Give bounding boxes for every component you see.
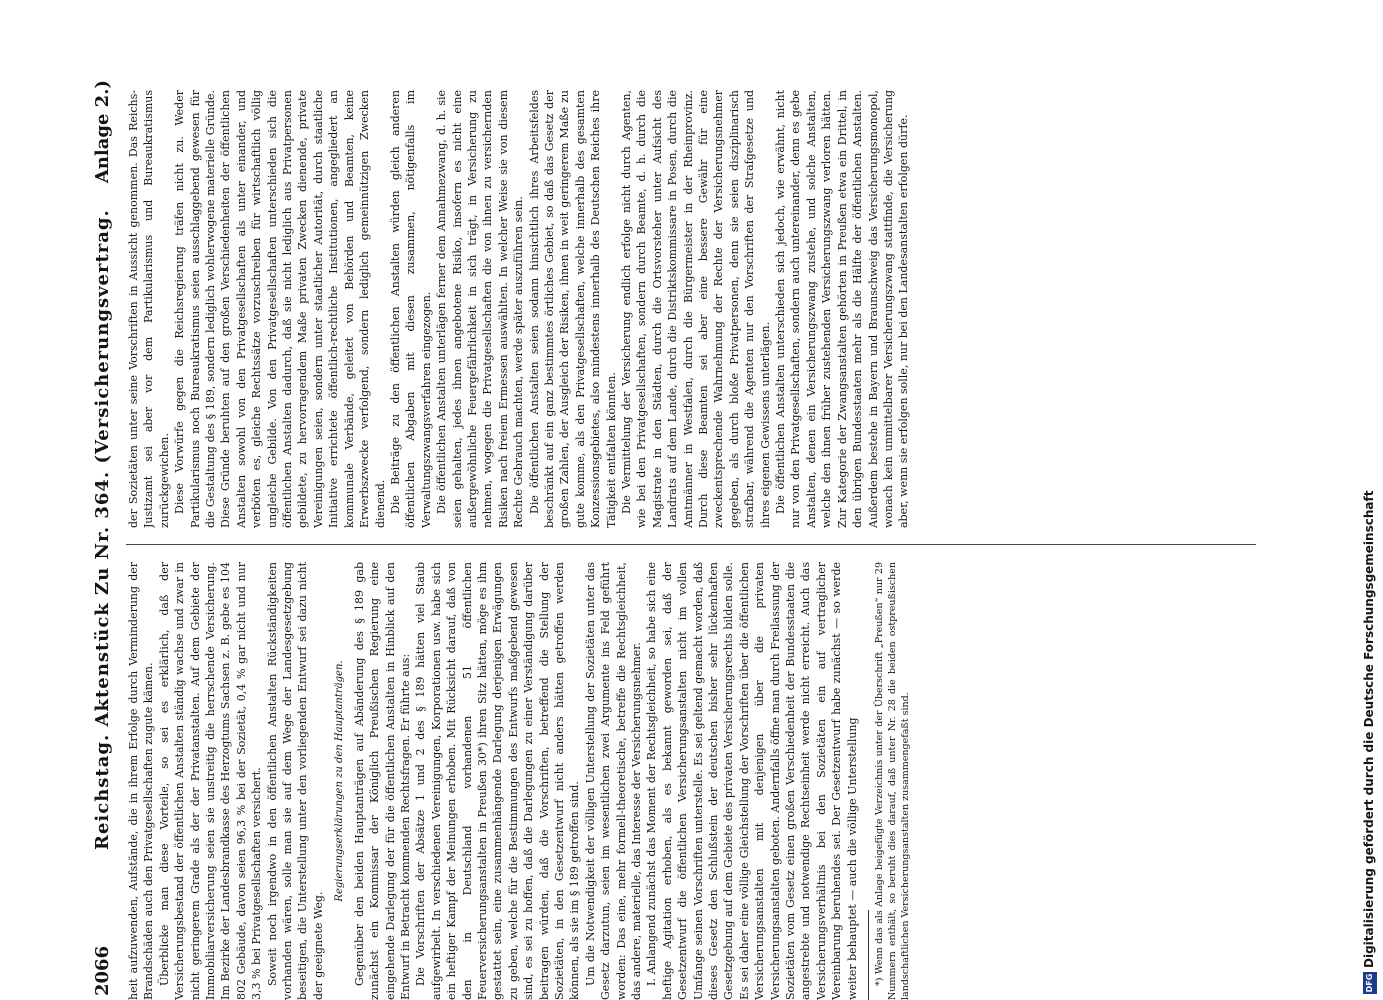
- paragraph: heit aufzuwenden, Aufstände, die in ihrem Erfolge durch Verminderung der Brandschäden auch den Privatgesellschaften zugute kämen.: [127, 562, 156, 1000]
- paragraph: Gegenüber den beiden Hauptanträgen auf Abänderung des § 189 gab zunächst ein Kommissar der Königlich Preußischen Regierung eine eingehende Darlegung der für die öffentlichen Anstalten in Hinblick auf den Entwurf in Betracht kommenden Rechtsfragen. Er führte aus:: [352, 562, 412, 1000]
- footnote: *) Wenn das als Anlage beigefügte Verzeichnis unter der Überschrift „Preußen“ nur 29 Nummern enthält, so beruht dies darauf, daß unter Nr. 28 die beiden ostpreußischen landschaftlichen Versicherungsanstalten zusammengefaßt sind.: [874, 562, 912, 1000]
- digitization-note: Digitalisierung gefördert durch die Deutsche Forschungsgemeinschaft: [1362, 490, 1376, 968]
- paragraph: Die öffentlichen Anstalten unterlägen ferner dem Annahmezwang, d. h. sie seien gehalten, jedes ihnen angebotene Risiko, insofern es nicht eine außergewöhnliche Feuergefährlichkeit in sich trägt, in Versicherung zu nehmen, wogegen die Privatgesellschaften die von ihnen zu versichernden Risiken nach freiem Ermessen auswählten. In welcher Weise sie von diesem Rechte Gebrauch machten, werde später auszuführen sein.: [435, 90, 526, 528]
- rotated-page: [90, 80, 1290, 1000]
- paragraph: Die Vorschriften der Absätze 1 und 2 des § 189 hätten viel Staub aufgewirbelt. In verschiedenen Vereinigungen, Korporationen usw. habe sich ein heftiger Kampf der Meinungen erhoben. Mit Rücksicht darauf, daß von den in Deutschland vorhandenen 51 öffentlichen Feuerversicherungsanstalten in Preußen 30*) ihren Sitz hätten, möge es ihm gestattet sein, eine zusammenhängende Darlegung derjenigen Erwägungen zu geben, welche für die Bestimmungen des Entwurfs maßgebend gewesen sind, es sei zu hoffen, daß die Darlegungen zu einer Verständigung darüber beitragen würden, daß die Vorschriften, betreffend die Stellung der Sozietäten, in den Gesetzentwurf nicht anders hätten getroffen werden können, als sie im § 189 getroffen sind.: [414, 562, 582, 1000]
- paragraph: Diese Vorwürfe gegen die Reichsregierung träfen nicht zu. Weder Partikularismus noch Bureaukratismus seien ausschlaggebend gewesen für die Gestaltung des § 189, sondern lediglich wohlerwogene materielle Gründe. Diese Gründe beruhten auf den großen Verschiedenheiten der öffentlichen Anstalten sowohl von den Privatgesellschaften als unter einander, und verböten es, gleiche Rechtssätze vorzuschreiben für wirtschaftlich völlig ungleiche Gebilde. Von den Privatgesellschaften unterschieden sich die öffentlichen Anstalten dadurch, daß sie nicht lediglich aus Privatpersonen gebildete, zu hervorragendem Maße privaten Zwecken dienende, private Vereinigungen seien, sondern unter staatlicher Autorität, durch staatliche Initiative errichtete öffentlich-rechtliche Institutionen, angegliedert an kommunale Verbände, geleitet von Behörden und Beamten, keine Erwerbszwecke verfolgend, sondern lediglich gemeinnützigen Zwecken dienend.: [173, 90, 387, 528]
- page-header: [90, 80, 118, 1000]
- paragraph: Die Vermittelung der Versicherung endlich erfolge nicht durch Agenten, wie bei den Privatgesellschaften, sondern durch Beamte, d. h. durch die Magistrate in den Städten, durch die Ortsvorsteher unter Aufsicht des Landrats auf dem Lande, durch die Distriktskommissare in Posen, durch die Amtmänner in Westfalen, durch die Bürgermeister in der Rheinprovinz. Durch diese Beamten sei aber eine bessere Gewähr für eine zweckentsprechende Wahrnehmung der Rechte der Versicherungsnehmer gegeben, als durch bloße Privatpersonen, denn sie seien disziplinarisch strafbar, während die Agenten nur den Vorschriften der Strafgesetze und ihres eigenen Gewissens unterlägen.: [620, 90, 772, 528]
- column-divider: [126, 544, 1256, 545]
- paragraph: I. Anlangend zunächst das Moment der Rechtsgleichheit, so habe sich eine heftige Agitation erhoben, als es bekannt geworden sei, daß der Gesetzentwurf die öffentlichen Versicherungsanstalten nicht im vollen Umfange seinen Vorschriften unterstelle. Es sei geltend gemacht worden, daß dieses Gesetz den Schlußstein der deutschen bisher sehr lückenhaften Gesetzgebung auf dem Gebiete des privaten Versicherungsrechts bilden solle. Es sei daher eine völlige Gleichstellung der Vorschriften über die öffentlichen Versicherungsanstalten mit denjenigen über die privaten Versicherungsanstalten geboten. Andernfalls öffne man durch Freilassung der Sozietäten vom Gesetz einen großen Verschiedenheit der Bundesstaaten die angestrebte und notwendige Rechtseinheit werde nicht erreicht. Auch das Versicherungsverhältnis bei den Sozietäten ein auf vertraglicher Vereinbarung beruhendes sei. Der Gesetzentwurf habe zunächst — so werde weiter behauptet — auch die völlige Unterstellung: [645, 562, 859, 1000]
- paragraph: Die öffentlichen Anstalten seien sodann hinsichtlich ihres Arbeitsfeldes beschränkt auf ein ganz bestimmtes örtliches Gebiet, so daß das Gesetz der großen Zahlen, der Ausgleich der Risiken, ihnen in weit geringerem Maße zu gute komme, als den Privatgesellschaften, welche innerhalb des gesamten Konzessionsgebietes, also mindestens innerhalb des Deutschen Reiches ihre Tätigkeit entfalten könnten.: [527, 90, 618, 528]
- page-title: Reichstag. Aktenstück Zu Nr. 364. (Versicherungsvertrag.: [92, 209, 113, 850]
- paragraph: Die öffentlichen Anstalten unterschieden sich jedoch, wie erwähnt, nicht nur von den Privatgesellschaften, sondern auch untereinander, denn es gebe Anstalten, denen ein Versicherungszwang zustehe, und solche Anstalten, welche den ihnen früher zustehenden Versicherungszwang verloren hätten. Zur Kategorie der Zwangsanstalten gehörten in Preußen etwa ein Drittel, in den übrigen Bundesstaaten mehr als die Hälfte der öffentlichen Anstalten. Außerdem bestehe in Bayern und Braunschweig das Versicherungsmonopol, wonach kein unmittelbarer Versicherungszwang stattfinde, die Versicherung aber, wenn sie erfolgen solle, nur bei den Landesanstalten erfolgen dürfe.: [774, 90, 911, 528]
- paragraph: Überblicke man diese Vorteile, so sei es erklärlich, daß der Versicherungsbestand der öffentlichen Anstalten ständig wachse und zwar in nicht geringerem Grade als der der Privatanstalten. Auf dem Gebiete der Immobiliarversicherung seien sie unstreitig die herrschende Versicherung. Im Bezirke der Landesbrandkasse des Herzogtums Sachsen z. B. gebe es 104 802 Gebäude, davon seien 96,3 % bei der Sozietät, 0,4 % gar nicht und nur 3,3 % bei Privatgesellschaften versichert.: [157, 562, 264, 1000]
- digitization-credit: [1358, 6, 1380, 994]
- left-column: [126, 562, 1256, 1000]
- footnote-rule: [868, 910, 869, 1000]
- paragraph: Soweit noch irgendwo in den öffentlichen Anstalten Rückständigkeiten vorhanden wären, solle man sie auf dem Wege der Landesgesetzgebung beseitigen, die Unterstellung unter den vorliegenden Entwurf sei dazu nicht der geeignete Weg.: [265, 562, 325, 1000]
- paragraph: Die Beiträge zu den öffentlichen Anstalten würden gleich anderen öffentlichen Abgaben mit diesen zusammen, nötigenfalls im Verwaltungszwangsverfahren eingezogen.: [388, 90, 433, 528]
- annex-label: Anlage 2.): [92, 80, 113, 184]
- page-number: 2066: [92, 945, 113, 996]
- section-heading: Regierungserklärungen zu den Hauptanträgen.: [334, 660, 346, 902]
- dfg-logo-icon: DFG: [1363, 972, 1377, 994]
- paragraph: Um die Notwendigkeit der völligen Unterstellung der Sozietäten unter das Gesetz darzutun, seien im wesentlichen zwei Argumente ins Feld geführt worden: Das eine, mehr formell-theoretische, betreffe die Rechtsgleichheit, das andere, materielle, das Interesse der Versicherungsnehmer.: [583, 562, 643, 1000]
- right-column: [126, 90, 1256, 528]
- paragraph: der Sozietäten unter seine Vorschriften in Aussicht genommen. Das Reichs-Justizamt sei aber vor dem Partikularismus und Bureaukratismus zurückgewichen.: [127, 90, 171, 528]
